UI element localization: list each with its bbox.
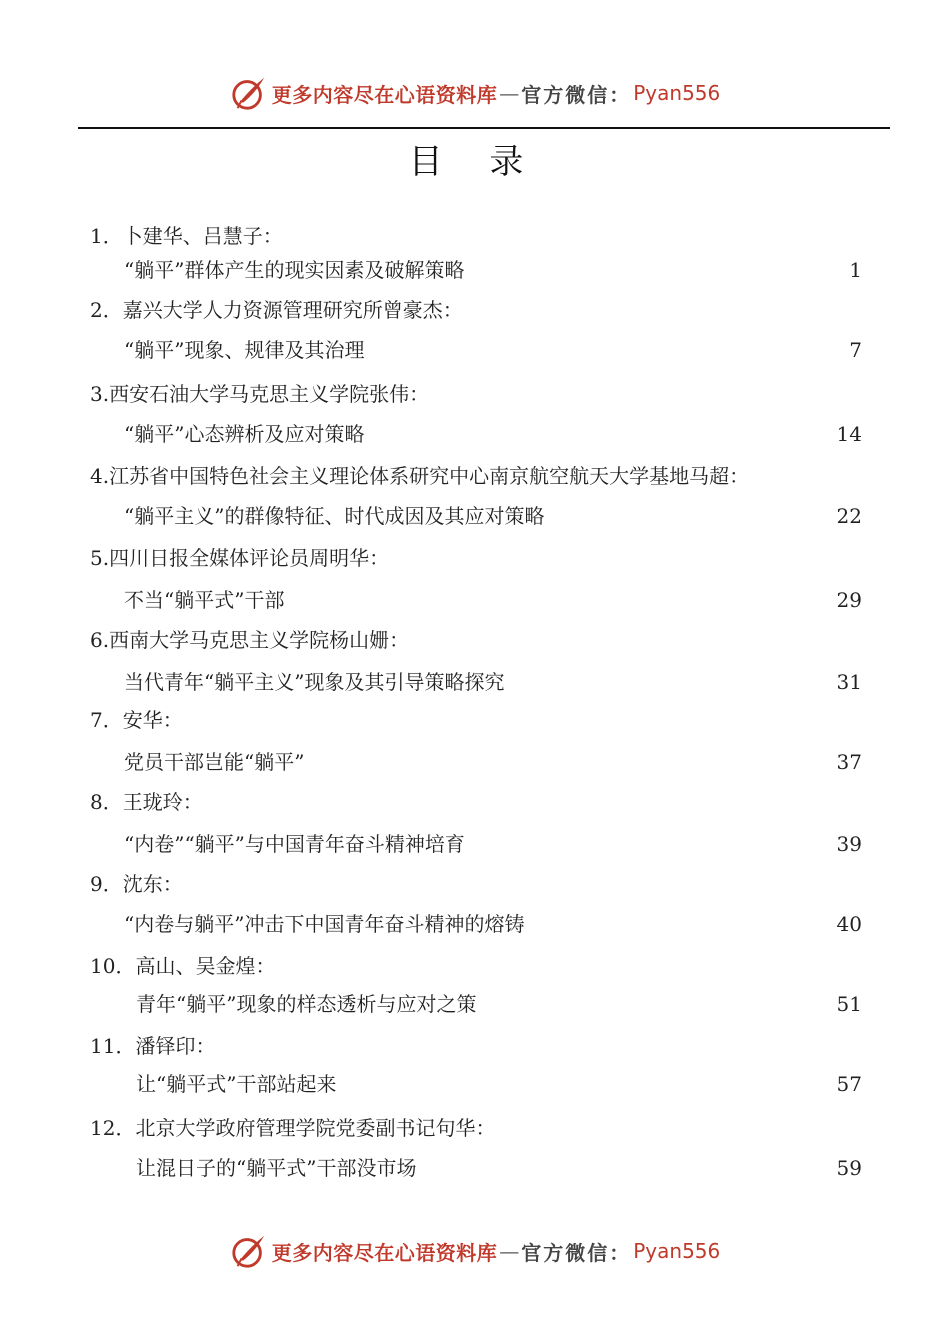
toc-entry-title: “躺平”群体产生的现实因素及破解策略 <box>124 258 465 282</box>
toc-entry-author <box>90 626 862 654</box>
banner-separator: — <box>499 81 520 105</box>
toc-entry-page: 29 <box>836 588 862 612</box>
toc-entry-author <box>90 380 862 408</box>
toc-entry-author <box>90 870 862 898</box>
toc-entry-author <box>90 706 862 734</box>
banner-main-text: 更多内容尽在心语资料库 <box>271 1240 498 1265</box>
toc-entry-page: 37 <box>836 750 862 774</box>
toc-entry-number: 6. <box>90 628 110 652</box>
toc-entry-title: 青年“躺平”现象的样态透析与应对之策 <box>136 992 477 1016</box>
banner-sub-text: 官方微信： <box>521 82 632 107</box>
header-rule <box>78 127 890 129</box>
toc-entry-page: 59 <box>836 1156 862 1180</box>
toc-entry-number: 7． <box>90 708 123 732</box>
toc-entry-page: 1 <box>849 258 862 282</box>
toc-entry-title: “躺平主义”的群像特征、时代成因及其应对策略 <box>124 504 545 528</box>
footer-banner <box>0 1232 950 1270</box>
page-title: 目 录 <box>408 142 542 182</box>
toc-entry-number: 11． <box>90 1034 136 1058</box>
toc-entry-author <box>90 1114 862 1142</box>
toc-entry-title: “内卷”“躺平”与中国青年奋斗精神培育 <box>124 832 465 856</box>
toc-entry-author-text: 嘉兴大学人力资源管理研究所曾豪杰： <box>122 298 463 322</box>
toc-entry-author <box>90 296 862 324</box>
toc-entry-title: “躺平”心态辨析及应对策略 <box>124 422 365 446</box>
banner-main-text: 更多内容尽在心语资料库 <box>271 82 498 107</box>
toc-entry-title: 党员干部岂能“躺平” <box>124 750 305 774</box>
toc-entry-title: “内卷与躺平”冲击下中国青年奋斗精神的熔铸 <box>124 912 525 936</box>
toc-entry-page: 39 <box>836 832 862 856</box>
quill-logo-icon <box>230 74 268 112</box>
toc-entry-author-text: 西南大学马克思主义学院杨山姗： <box>109 628 410 652</box>
toc-entry-title: 当代青年“躺平主义”现象及其引导策略探究 <box>124 670 505 694</box>
toc-entry-number: 2． <box>90 298 123 322</box>
toc-entry-author-text: 高山、吴金煌： <box>135 954 276 978</box>
toc-entry-number: 3. <box>90 382 110 406</box>
toc-entry-author-text: 潘铎印： <box>135 1034 216 1058</box>
toc-entry-author <box>90 1032 862 1060</box>
toc-entry-page: 31 <box>836 670 862 694</box>
toc-entry-page: 7 <box>849 338 862 362</box>
toc-entry-author <box>90 788 862 816</box>
banner-sub-text: 官方微信： <box>521 1240 632 1265</box>
toc-entry-author-text: 卜建华、吕慧子： <box>122 224 283 248</box>
banner-wechat-id: Pyan556 <box>633 81 721 105</box>
toc-entry-number: 12． <box>90 1116 136 1140</box>
banner-wechat-id: Pyan556 <box>633 1239 721 1263</box>
toc-entry-number: 9． <box>90 872 123 896</box>
toc-entry-page: 40 <box>836 912 862 936</box>
toc-entry-title: “躺平”现象、规律及其治理 <box>124 338 365 362</box>
toc-entry-author-text: 王珑玲： <box>122 790 203 814</box>
toc-entry-page: 51 <box>836 992 862 1016</box>
toc-entry-author <box>90 544 862 572</box>
toc-entry-author-text: 西安石油大学马克思主义学院张伟： <box>109 382 430 406</box>
toc-entry-author <box>90 222 862 250</box>
toc-entry-author-text: 沈东： <box>122 872 183 896</box>
toc-entry-number: 5. <box>90 546 110 570</box>
toc-entry-author <box>90 462 862 490</box>
toc-entry-number: 1． <box>90 224 123 248</box>
toc-entry-page: 57 <box>836 1072 862 1096</box>
toc-entry-number: 10． <box>90 954 136 978</box>
toc-entry-title: 不当“躺平式”干部 <box>124 588 285 612</box>
toc-entry-author-text: 四川日报全媒体评论员周明华： <box>109 546 390 570</box>
toc-entry-title: 让混日子的“躺平式”干部没市场 <box>136 1156 417 1180</box>
toc-entry-author-text: 江苏省中国特色社会主义理论体系研究中心南京航空航天大学基地马超： <box>109 464 750 488</box>
toc-entry-author-text: 安华： <box>122 708 183 732</box>
toc-entry-number: 4. <box>90 464 110 488</box>
toc-entry-author <box>90 952 862 980</box>
toc-entry-page: 22 <box>836 504 862 528</box>
toc-entry-page: 14 <box>836 422 862 446</box>
toc-entry-author-text: 北京大学政府管理学院党委副书记句华： <box>135 1116 496 1140</box>
quill-logo-icon <box>230 1232 268 1270</box>
toc-entry-title: 让“躺平式”干部站起来 <box>136 1072 337 1096</box>
header-banner <box>0 74 950 112</box>
toc-entry-number: 8． <box>90 790 123 814</box>
banner-separator: — <box>499 1239 520 1263</box>
